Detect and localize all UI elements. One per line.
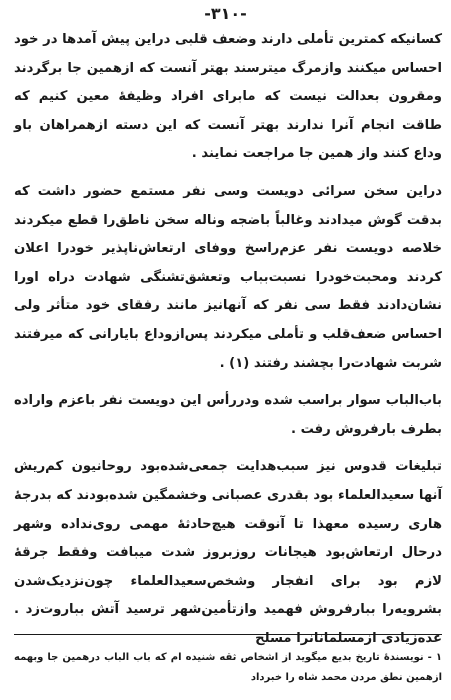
paragraph-2: دراین سخن سرائی دویست وسی نفر مستمع حضور داشت که بدقت گوش میدادند وغالباً باضجه وناله سخن ناطق‌را قطع میکردند خلاصه دویست نفر عزم‌راسخ ووفای ارتعاش‌ناپذیر خودرا اعلان کردند ومحبت‌خودرا نسبت‌بباب وتعشق‌تشنگی شهادت دراه اورا نشان‌دادند فقط سی نفر که آنهانیز مانند رفقای خود متأثر ولی احساس ضعف‌قلب و تأملی میکردند پس‌ازوداع بایارانی که میرفتند شربت شهادت‌را بچشند رفتند (۱) . [14, 183, 442, 371]
paragraph-1: کسانیکه کمترین تأملی دارند وضعف قلبی دراین پیش آمدها در خود احساس میکنند وازمرگ میترسند بهتر آنست که ازهمین جا برگردند ومقرون بعدالت نیست که مابرای افراد وظیفهٔ معین کنیم که طاقت انجام آنرا ندارند بهتر آنست که این دسته ازهمراهان باو وداع کنند واز همین جا مراجعت نمایند . [14, 32, 442, 162]
body-text [14, 26, 442, 653]
page-number: -۳۱۰- [204, 4, 247, 23]
footnote: ۱ - نویسندهٔ تاریخ بدیع میگوید از اشخاص ثقه شنیده ام که باب الباب درهمین جا وبهمه ازهمین نطق مردن محمد شاه را خبرداد [14, 652, 442, 683]
paragraph-4: تبلیغات قدوس نیز سبب‌هدایت جمعی‌شده‌بود روحانیون کم‌ریش آنها سعیدالعلماء بود بقدری عصبانی وخشمگین شده‌بودند که بدرجهٔ هاری رسیده معهذا تا آنوقت هیچ‌حادثهٔ مهمی روی‌نداده وشهر درحال ارتعاش‌بود هیجانات روزبروز شدت میبافت وفقط جرقهٔ لازم بود برای انفجار وشخص‌سعیدالعلماء چون‌نزدیک‌شدن بشرویه‌را ببارفروش فهمید وازتأمین‌شهر ترسید آتش بباروت‌زد . عده‌زیادی ازمسلمانانرا مسلح [14, 459, 442, 646]
footnote-divider [14, 634, 442, 635]
paragraph-3: باب‌الباب سوار براسب شده ودررأس این دویست نفر باعزم واراده بطرف بارفروش رفت . [14, 393, 442, 437]
